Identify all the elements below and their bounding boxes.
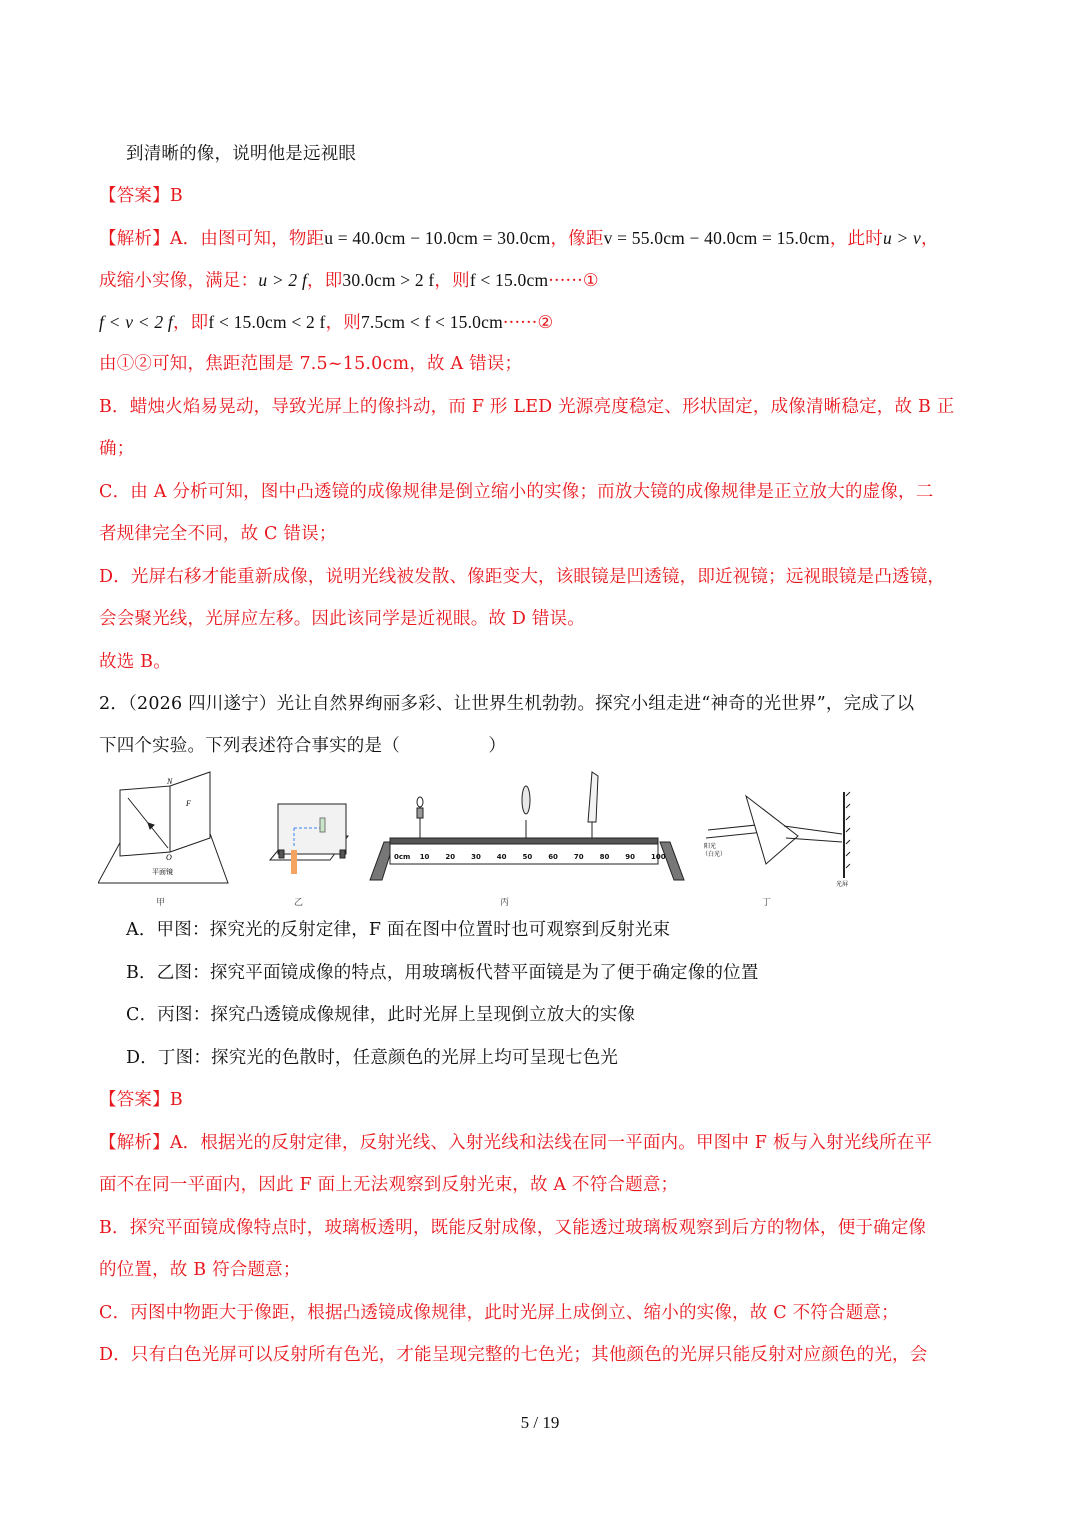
answer-line: [99, 1088, 984, 1112]
text-span: A．根据光的反射定律，反射光线、入射光线和法线在同一平面内。甲图中 F 板与入射光线所在平: [169, 1133, 933, 1153]
formula: f < v < 2 f: [99, 312, 173, 332]
formula: u > 2 f: [258, 270, 308, 290]
text-span: ，即: [172, 313, 209, 333]
text-span: ，即: [307, 271, 343, 291]
analysis-line: C．由 A 分析可知，图中凸透镜的成像规律是倒立缩小的实像；而放大镜的成像规律是正立放大的虚像，二: [99, 482, 934, 502]
fig-jia: [98, 772, 228, 883]
label-o: O: [166, 853, 172, 862]
caption-jia: 甲: [156, 898, 166, 908]
caption-yi: 乙: [294, 898, 304, 908]
analysis-line: D．只有白色光屏可以反射所有色光，才能呈现完整的七色光；其他颜色的光屏只能反射对应颜色的光，会: [99, 1345, 928, 1365]
option-c: C．丙图：探究凸透镜成像规律，此时光屏上呈现倒立放大的实像: [126, 1005, 636, 1025]
formula: 30.0cm > 2 f: [342, 270, 435, 290]
question-text: 下四个实验。下列表述符合事实的是（ ）: [99, 736, 507, 756]
fig-bing: [370, 772, 684, 880]
option-d: D．丁图：探究光的色散时，任意颜色的光屏上均可呈现七色光: [126, 1048, 619, 1068]
answer-line: [99, 184, 984, 208]
analysis-line: 由①②可知，焦距范围是 7.5~15.0cm，故 A 错误；: [99, 354, 523, 374]
text-span: ，此时: [829, 229, 883, 249]
analysis-line: 的位置，故 B 符合题意；: [99, 1260, 301, 1280]
ruler-tick-label: 60: [548, 853, 558, 861]
text-span: ······①: [548, 271, 599, 291]
text-line: 到清晰的像，说明他是远视眼: [126, 144, 357, 164]
answer-tag: 【答案】: [99, 186, 170, 206]
label-f: F: [186, 799, 191, 808]
analysis-line: C．丙图中物距大于像距，根据凸透镜成像规律，此时光屏上成倒立、缩小的实像，故 C 不符合题意；: [99, 1303, 899, 1323]
answer-value: B: [169, 186, 183, 206]
text-span: ，像距: [550, 229, 604, 249]
ruler-tick-label: 100: [651, 853, 666, 861]
formula: u > v: [882, 228, 922, 248]
analysis-line: 故选 B。: [99, 652, 171, 672]
answer-value: B: [169, 1090, 183, 1110]
label-mirror: 平面镜: [152, 868, 173, 876]
analysis-line: [99, 1131, 984, 1155]
text-span: ，则: [325, 313, 361, 333]
option-a: A．甲图：探究光的反射定律，F 面在图中位置时也可观察到反射光束: [126, 920, 671, 940]
ruler-tick-label: 90: [625, 853, 636, 861]
text-span: A．由图可知，物距: [169, 229, 325, 249]
ruler-tick-label: 0cm: [394, 853, 411, 861]
ruler-tick-label: 40: [496, 853, 507, 861]
analysis-tag: 【解析】: [99, 1133, 170, 1153]
text-span: ，: [921, 229, 939, 249]
analysis-line: [99, 310, 984, 335]
formula: 7.5cm < f < 15.0cm: [360, 312, 503, 332]
ruler-tick-label: 10: [419, 853, 430, 861]
analysis-line: B．探究平面镜成像特点时，玻璃板透明，既能反射成像，又能透过玻璃板观察到后方的物体，便于确定像: [99, 1218, 927, 1238]
caption-ding: 丁: [762, 898, 772, 908]
label-screen: 光屏: [836, 881, 849, 888]
question-text: 2．（2026 四川遂宁）光让自然界绚丽多彩、让世界生机勃勃。探究小组走进“神奇的光世界”，完成了以: [99, 694, 915, 714]
analysis-line: D．光屏右移才能重新成像，说明光线被发散、像距变大，该眼镜是凹透镜，即近视镜；远视眼镜是凸透镜，: [99, 567, 946, 587]
label-sunlight: 阳光: [704, 843, 717, 850]
option-b: B．乙图：探究平面镜成像的特点，用玻璃板代替平面镜是为了便于确定像的位置: [126, 963, 759, 983]
analysis-tag: 【解析】: [99, 229, 170, 249]
page-number: 5 / 19: [520, 1413, 560, 1432]
label-n: N: [167, 777, 173, 786]
caption-bing: 丙: [500, 898, 510, 908]
ruler-tick-label: 80: [599, 853, 610, 861]
analysis-line: [99, 268, 984, 293]
ruler-tick-label: 30: [471, 853, 481, 861]
text-span: ，则: [434, 271, 470, 291]
analysis-line: 会会聚光线，光屏应左移。因此该同学是近视眼。故 D 错误。: [99, 609, 585, 629]
ruler-tick-label: 20: [445, 853, 456, 861]
formula: v = 55.0cm − 40.0cm = 15.0cm: [603, 228, 830, 248]
analysis-line: 确；: [99, 439, 135, 459]
analysis-line: B．蜡烛火焰易晃动，导致光屏上的像抖动，而 F 形 LED 光源亮度稳定、形状固定，成像清晰稳定，故 B 正: [99, 397, 955, 417]
text-span: ······②: [502, 313, 554, 333]
analysis-line: [99, 226, 984, 251]
ruler-tick-label: 70: [573, 853, 584, 861]
analysis-line: 面不在同一平面内，因此 F 面上无法观察到反射光束，故 A 不符合题意；: [99, 1175, 679, 1195]
formula: u = 40.0cm − 10.0cm = 30.0cm: [324, 228, 551, 248]
fig-yi: [270, 804, 348, 874]
analysis-line: 者规律完全不同，故 C 错误；: [99, 524, 337, 544]
experiment-figure: [98, 768, 858, 908]
experiment-diagrams: [98, 768, 858, 908]
formula: f < 15.0cm < 2 f: [208, 312, 326, 332]
answer-tag: 【答案】: [99, 1090, 170, 1110]
text-span: 成缩小实像，满足：: [99, 271, 259, 291]
fig-ding: [706, 792, 850, 878]
formula: f < 15.0cm: [469, 270, 549, 290]
ruler-tick-label: 50: [522, 853, 533, 861]
label-white-light: （白光）: [702, 851, 727, 858]
